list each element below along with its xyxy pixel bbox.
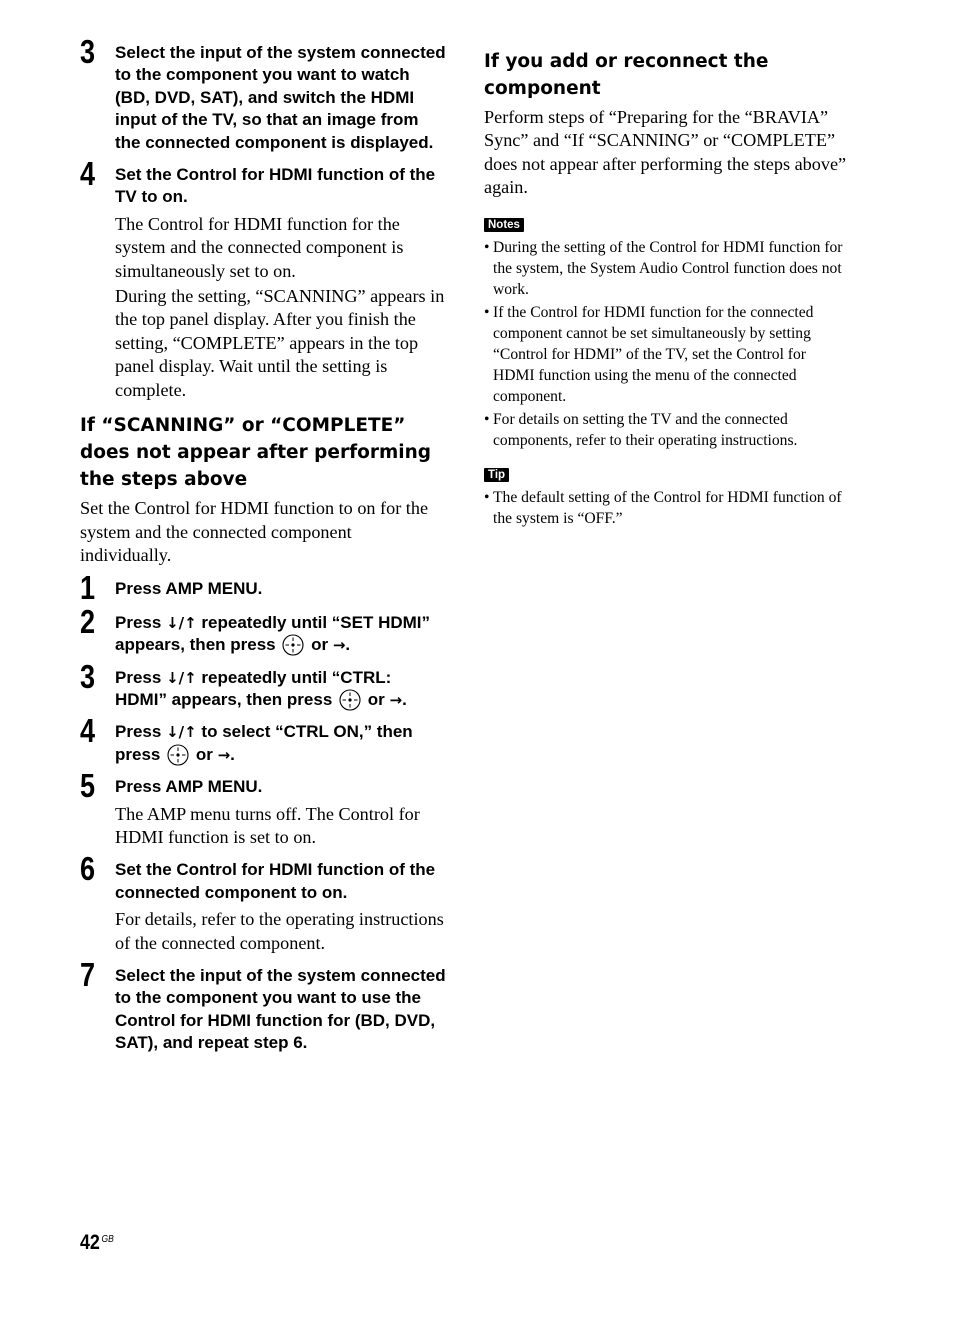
step-number: 4 [80,712,96,750]
note-item: • If the Control for HDMI function for the connected component cannot be set simultaneously by setting “Control for HDMI” of the TV, set the Control for HDMI function using the menu of the connected component. [484,302,850,407]
tip-label-row [484,465,850,483]
right-column [484,48,850,531]
step-number: 4 [80,155,96,193]
step-3-ctrl-hdmi [80,657,446,712]
step-6-component-control [80,850,446,955]
step-instruction: Set the Control for HDMI function of the connected component to on. [115,860,436,902]
step-instruction: Select the input of the system connected to the component you want to watch (BD, DVD, SAT), and switch the HDMI input of the TV, so that an image from the connected component is displayed. [115,43,446,152]
step-body: The AMP menu turns off. The Control for HDMI function is set to on. [115,803,420,847]
tip-label: Tip [484,468,509,482]
notes-label: Notes [484,218,524,232]
step-instruction [115,667,446,712]
step-body: For details, refer to the operating instructions of the connected component. [115,909,444,953]
text: Press [115,612,162,632]
step-4-ctrl-on [80,712,446,766]
text: Press [115,667,162,687]
step-5-amp-menu-off [80,767,446,849]
step-instruction: Press AMP MENU. [115,579,263,599]
page-number-suffix: GB [101,1234,114,1245]
step-3-select-input [80,33,446,154]
left-column [80,33,446,1055]
enter-button-icon [282,634,304,656]
text: repeatedly until “CTRL: HDMI” appears, then press [115,667,392,709]
up-down-arrow-icon: ↓/↑ [166,668,197,687]
enter-button-icon [167,744,189,766]
text: . [230,744,235,764]
step-body: The Control for HDMI function for the system and the connected component is simultaneously set to on. [115,213,404,281]
step-number: 7 [80,956,96,993]
text: repeatedly until “SET HDMI” appears, then press [115,612,431,655]
note-item: • During the setting of the Control for HDMI function for the system, the System Audio Control function does not work. [484,237,850,300]
text: . [345,635,351,655]
step-number: 1 [80,569,96,607]
right-arrow-icon: → [389,690,403,709]
step-number: 3 [80,33,96,70]
step-7-repeat [80,956,446,1055]
enter-button-icon [339,689,361,711]
tip-item: • The default setting of the Control for HDMI function of the system is “OFF.” [484,487,850,529]
step-4-tv-control [80,155,446,402]
step-instruction [115,721,446,766]
text: or [311,635,329,655]
step-instruction: Set the Control for HDMI function of the TV to on. [115,165,436,207]
notes-label-row [484,215,850,233]
notes-list [484,237,850,451]
note-item: • For details on setting the TV and the connected components, refer to their operating instructions. [484,409,850,451]
page-number [80,1231,114,1255]
right-arrow-icon: → [332,636,346,655]
step-body: During the setting, “SCANNING” appears in the top panel display. After you finish the setting, “COMPLETE” appears in the top panel display. Wait until the setting is complete. [115,286,445,400]
step-number: 3 [80,657,96,695]
text: or [367,689,385,709]
section-body: Perform steps of “Preparing for the “BRAVIA” Sync” and “If “SCANNING” or “COMPLETE” does not appear after performing the steps above” again. [484,107,847,198]
step-instruction: Select the input of the system connected to the component you want to use the Control for HDMI function for (BD, DVD, SAT), and repeat step 6. [115,966,446,1053]
up-down-arrow-icon: ↓/↑ [166,613,197,632]
step-2-set-hdmi [80,602,446,657]
page-number-value: 42 [80,1231,100,1254]
text: Press [115,722,162,742]
step-number: 5 [80,767,96,805]
step-instruction [115,612,446,657]
section-intro: Set the Control for HDMI function to on for the system and the connected component individually. [80,498,429,565]
text: to select “CTRL ON,” then press [115,722,413,764]
section-heading: If “SCANNING” or “COMPLETE” does not appear after performing the steps above [80,415,431,491]
text: or [195,744,213,764]
up-down-arrow-icon: ↓/↑ [166,723,197,742]
step-number: 6 [80,850,96,888]
tips-list [484,487,850,529]
text: . [402,689,407,709]
step-instruction: Press AMP MENU. [115,777,263,797]
right-arrow-icon: → [217,745,231,764]
section-heading: If you add or reconnect the component [484,51,769,99]
step-1-amp-menu [80,569,446,607]
step-number: 2 [80,602,96,640]
